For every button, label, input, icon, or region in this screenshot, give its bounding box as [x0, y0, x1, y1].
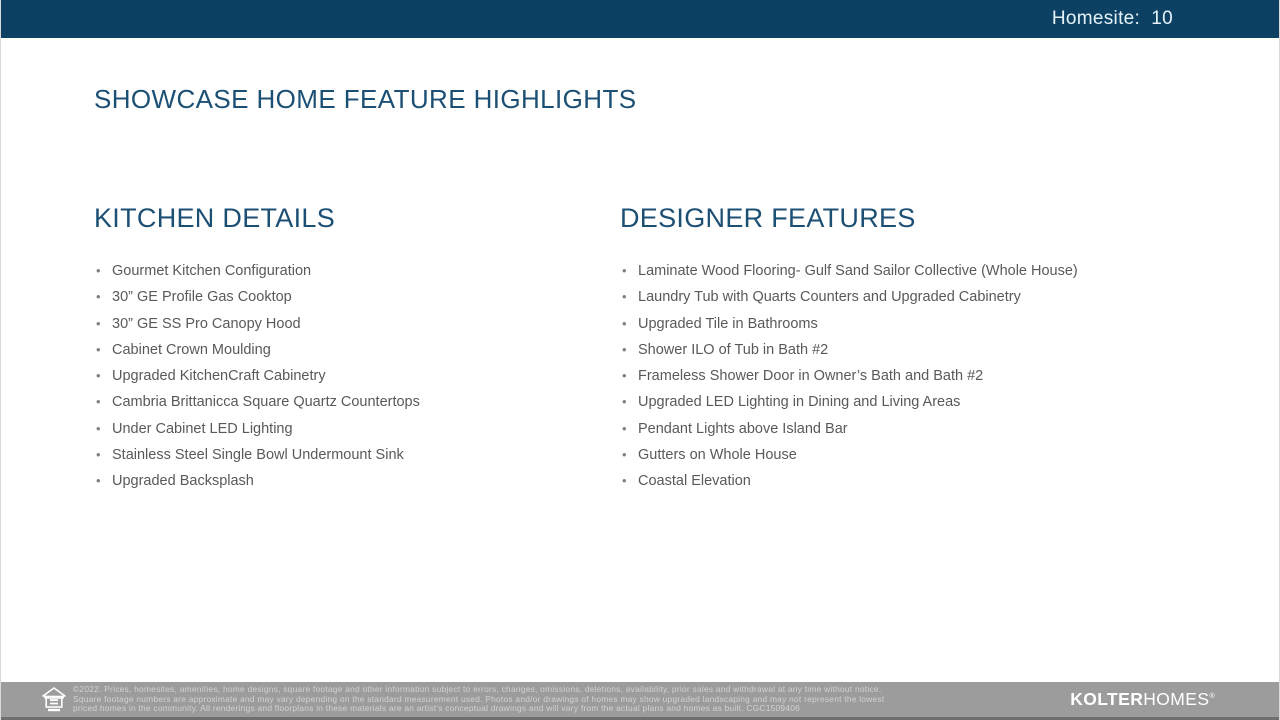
header-bar: [1, 0, 1279, 38]
feature-item: • Laundry Tub with Quarts Counters and Upgraded Cabinetry: [620, 284, 1259, 310]
equal-housing-opportunity-icon: [42, 687, 66, 713]
disclaimer-line: Square footage numbers are approximate and may vary depending on the standard measurement used. Photos and/or drawings of homes may show upgraded landscaping and may not represent the lowest: [73, 693, 885, 704]
logo-homes: HOMES: [1143, 689, 1210, 709]
feature-item: • Upgraded Backsplash: [94, 468, 620, 494]
disclaimer-text: [73, 685, 884, 714]
feature-item: • Upgraded KitchenCraft Cabinetry: [94, 363, 620, 389]
column-heading: KITCHEN DETAILS: [94, 203, 336, 233]
feature-item: • Pendant Lights above Island Bar: [620, 416, 1259, 442]
feature-item: • Gutters on Whole House: [620, 442, 1259, 468]
disclaimer-line: priced homes in the community. All renderings and floorplans in these materials are an artist's conceptual drawings and will vary from the actual plans and homes as built. CGC1509406: [73, 703, 801, 714]
feature-list: [94, 258, 620, 495]
feature-item: • Laminate Wood Flooring- Gulf Sand Sailor Collective (Whole House): [620, 258, 1259, 284]
feature-item: • Gourmet Kitchen Configuration: [94, 258, 620, 284]
disclaimer-line: ©2022. Prices, homesites, amenities, home designs, square footage and other information subject to errors, changes, omissions, deletions, availability, prior sales and withdrawal at any time without notice.: [73, 684, 882, 695]
feature-column-kitchen: [94, 203, 620, 495]
feature-column-designer: [620, 203, 1259, 495]
feature-columns: [94, 203, 1259, 495]
feature-item: • Under Cabinet LED Lighting: [94, 416, 620, 442]
logo-registered-mark: ®: [1209, 693, 1215, 701]
feature-item: • Cabinet Crown Moulding: [94, 337, 620, 363]
feature-item: • Stainless Steel Single Bowl Undermount Sink: [94, 442, 620, 468]
page-title: SHOWCASE HOME FEATURE HIGHLIGHTS: [94, 84, 637, 114]
feature-item: • 30” GE Profile Gas Cooktop: [94, 284, 620, 310]
feature-item: • Upgraded LED Lighting in Dining and Living Areas: [620, 389, 1259, 415]
feature-item: • Upgraded Tile in Bathrooms: [620, 311, 1259, 337]
feature-list: [620, 258, 1259, 495]
footer-bar: [1, 682, 1279, 720]
feature-item: • Coastal Elevation: [620, 468, 1259, 494]
feature-item: • Cambria Brittanicca Square Quartz Countertops: [94, 389, 620, 415]
kolter-homes-logo: [1070, 689, 1215, 710]
feature-item: • Frameless Shower Door in Owner’s Bath and Bath #2: [620, 363, 1259, 389]
column-heading: DESIGNER FEATURES: [620, 203, 916, 233]
logo-kolter: KOLTER: [1070, 689, 1144, 709]
feature-item: • Shower ILO of Tub in Bath #2: [620, 337, 1259, 363]
feature-item: • 30” GE SS Pro Canopy Hood: [94, 311, 620, 337]
homesite-label: Homesite: 10: [1051, 8, 1173, 29]
